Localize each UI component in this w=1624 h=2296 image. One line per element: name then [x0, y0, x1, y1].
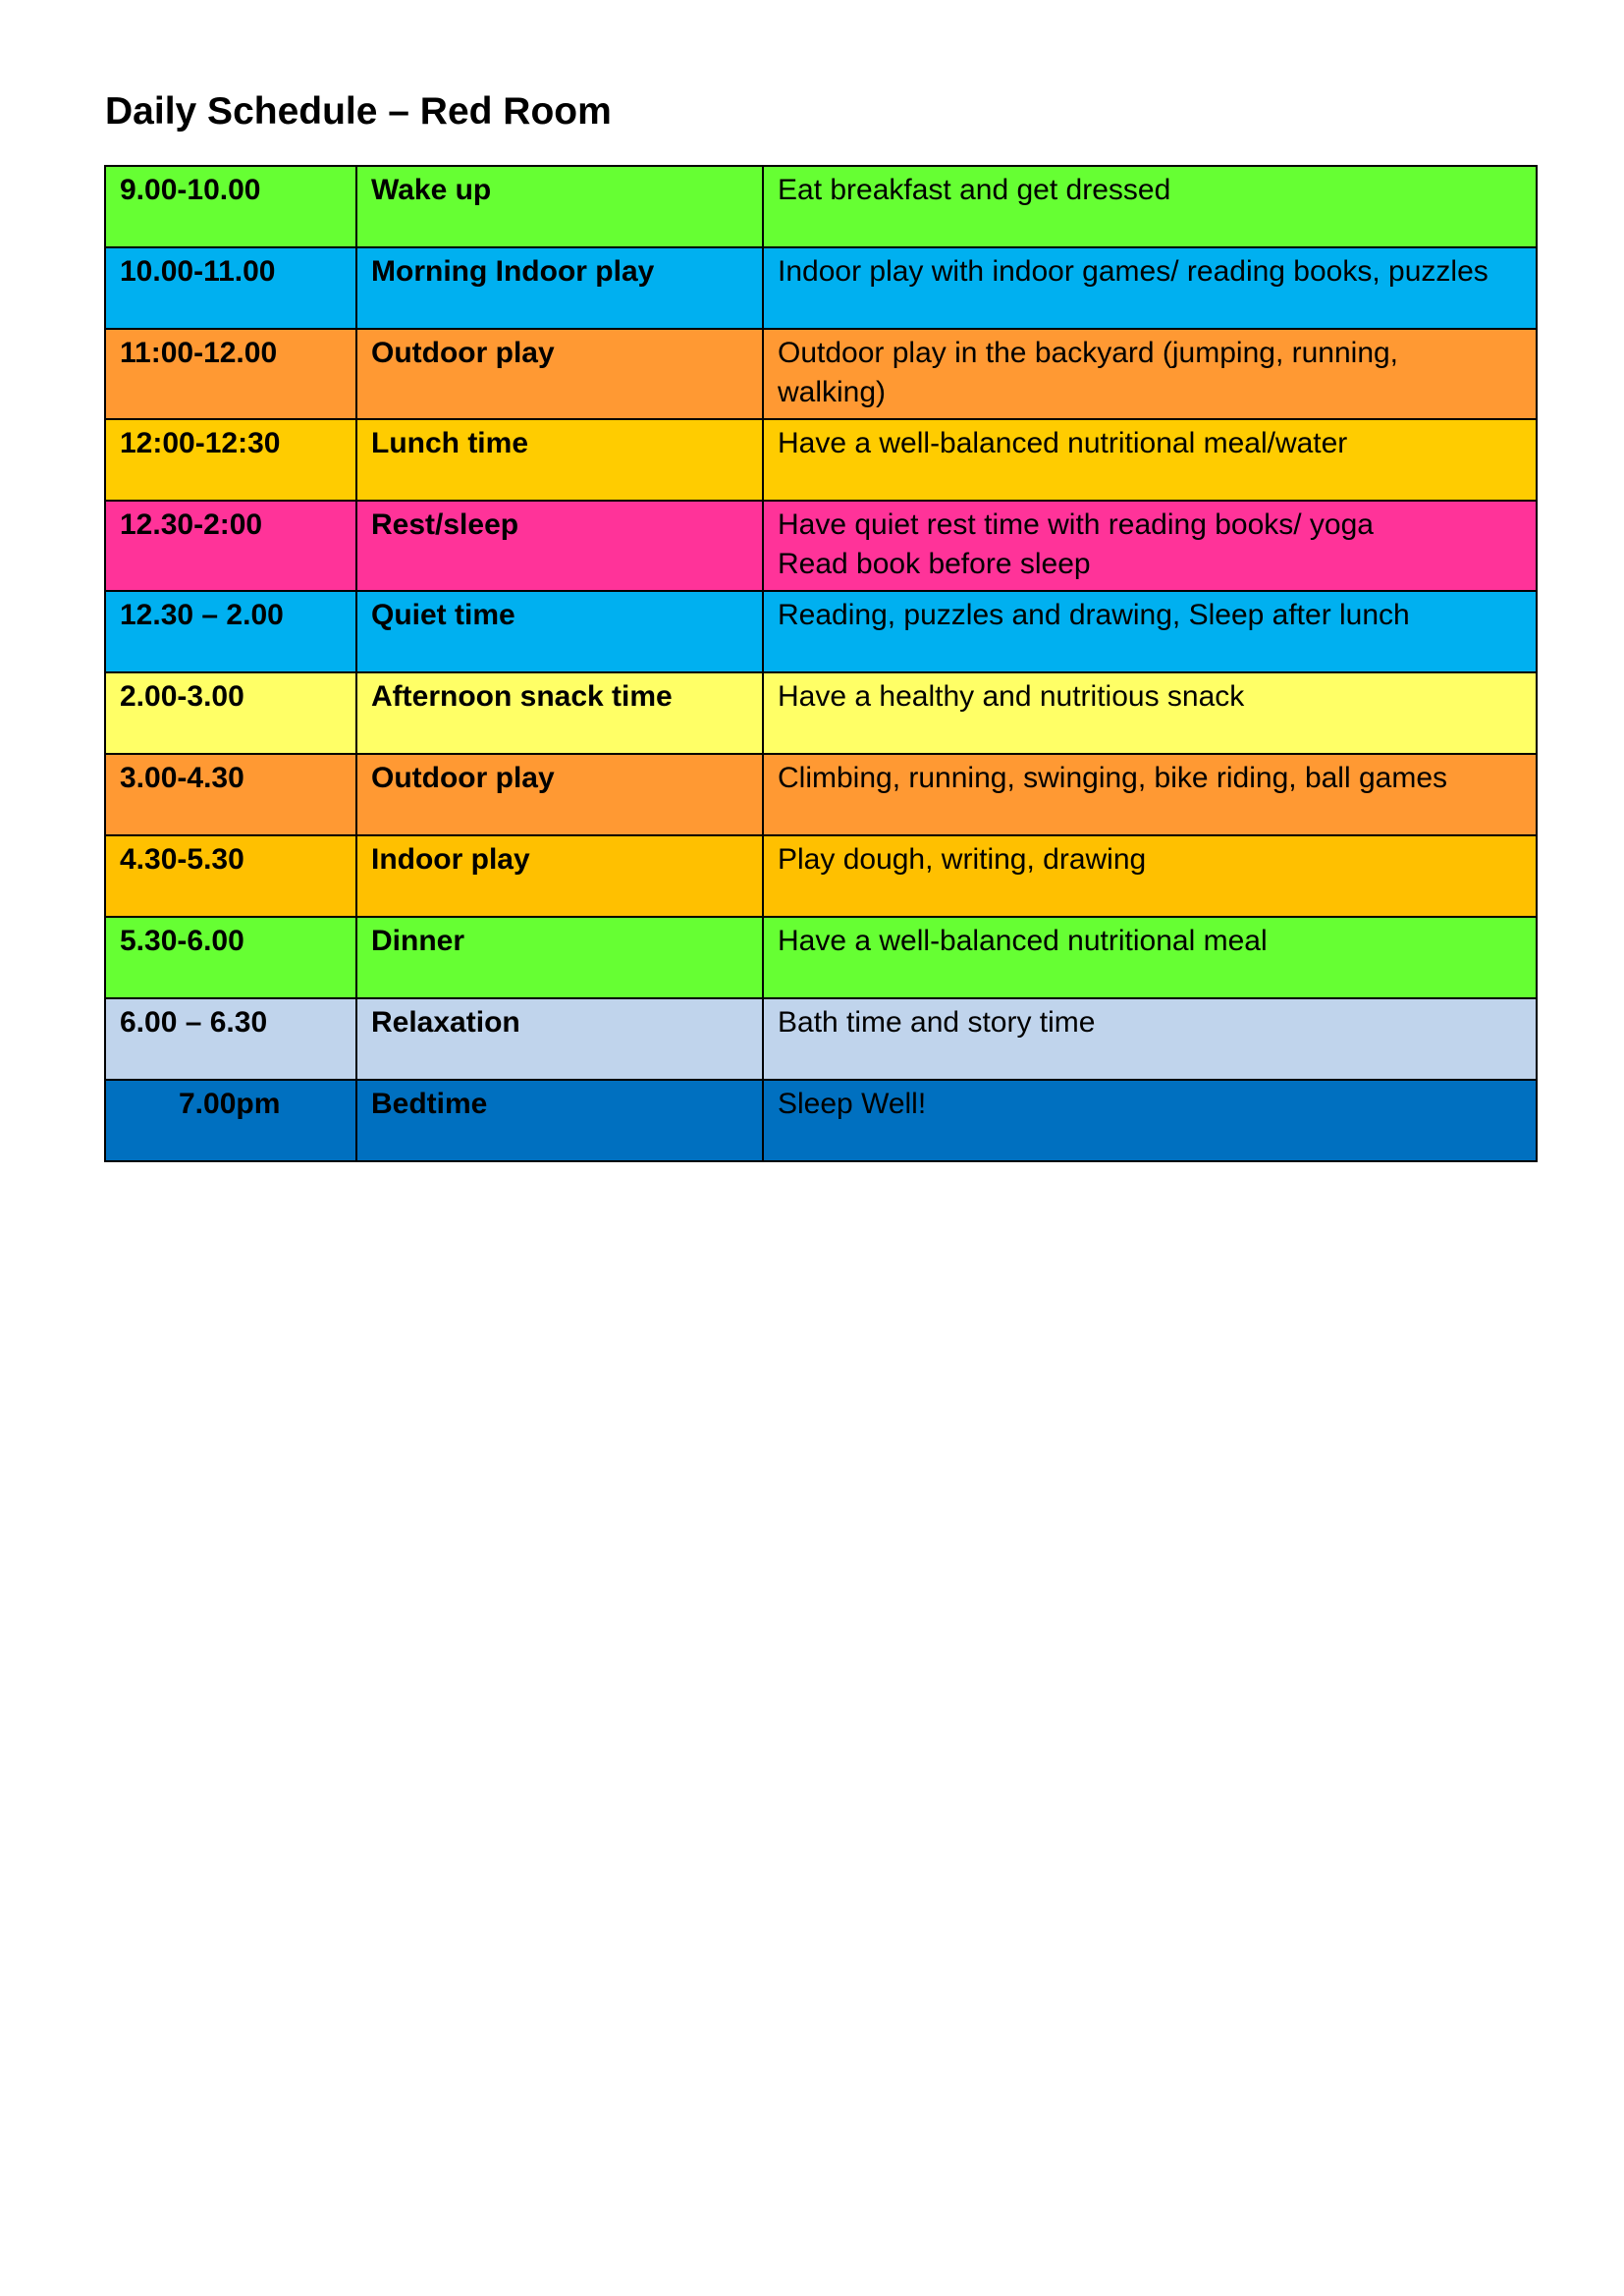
schedule-table	[104, 165, 1538, 1162]
time-cell: 12.30-2:00	[105, 501, 356, 591]
description-cell	[763, 329, 1537, 419]
time-cell: 10.00-11.00	[105, 247, 356, 329]
description-cell	[763, 672, 1537, 754]
description-line: Play dough, writing, drawing	[778, 843, 1147, 876]
activity-cell: Rest/sleep	[356, 501, 763, 591]
schedule-row	[105, 754, 1537, 835]
schedule-row	[105, 672, 1537, 754]
time-cell: 12:00-12:30	[105, 419, 356, 501]
description-line: Have quiet rest time with reading books/ yoga	[778, 508, 1374, 541]
activity-cell: Bedtime	[356, 1080, 763, 1161]
activity-cell: Quiet time	[356, 591, 763, 672]
schedule-body	[105, 166, 1537, 1161]
description-cell	[763, 501, 1537, 591]
time-cell: 7.00pm	[105, 1080, 356, 1161]
description-line: Have a healthy and nutritious snack	[778, 680, 1245, 713]
activity-cell: Wake up	[356, 166, 763, 247]
description-cell	[763, 998, 1537, 1080]
description-cell	[763, 835, 1537, 917]
activity-cell: Outdoor play	[356, 329, 763, 419]
description-line: Have a well-balanced nutritional meal	[778, 925, 1268, 957]
activity-cell: Morning Indoor play	[356, 247, 763, 329]
time-cell: 2.00-3.00	[105, 672, 356, 754]
description-cell	[763, 1080, 1537, 1161]
time-cell: 6.00 – 6.30	[105, 998, 356, 1080]
schedule-row	[105, 247, 1537, 329]
description-line: Reading, puzzles and drawing, Sleep after lunch	[778, 599, 1410, 631]
description-line: Bath time and story time	[778, 1006, 1096, 1039]
description-line: Outdoor play in the backyard (jumping, running,	[778, 337, 1399, 369]
time-cell: 12.30 – 2.00	[105, 591, 356, 672]
schedule-row	[105, 329, 1537, 419]
schedule-row	[105, 166, 1537, 247]
schedule-row	[105, 998, 1537, 1080]
activity-cell: Outdoor play	[356, 754, 763, 835]
activity-cell: Dinner	[356, 917, 763, 998]
activity-cell: Relaxation	[356, 998, 763, 1080]
description-line: walking)	[778, 376, 887, 408]
description-cell	[763, 754, 1537, 835]
description-line: Eat breakfast and get dressed	[778, 174, 1171, 206]
description-cell	[763, 917, 1537, 998]
time-cell: 4.30-5.30	[105, 835, 356, 917]
description-line: Indoor play with indoor games/ reading books, puzzles	[778, 255, 1489, 288]
activity-cell: Indoor play	[356, 835, 763, 917]
description-cell	[763, 419, 1537, 501]
time-cell: 3.00-4.30	[105, 754, 356, 835]
schedule-row	[105, 419, 1537, 501]
description-cell	[763, 591, 1537, 672]
page-title: Daily Schedule – Red Room	[105, 90, 612, 133]
description-cell	[763, 247, 1537, 329]
schedule-row	[105, 1080, 1537, 1161]
description-line: Have a well-balanced nutritional meal/water	[778, 427, 1348, 459]
time-cell: 11:00-12.00	[105, 329, 356, 419]
schedule-row	[105, 917, 1537, 998]
description-cell	[763, 166, 1537, 247]
activity-cell: Lunch time	[356, 419, 763, 501]
schedule-row	[105, 591, 1537, 672]
activity-cell: Afternoon snack time	[356, 672, 763, 754]
description-line: Read book before sleep	[778, 548, 1091, 580]
schedule-row	[105, 501, 1537, 591]
schedule-row	[105, 835, 1537, 917]
description-line: Sleep Well!	[778, 1088, 927, 1120]
description-line: Climbing, running, swinging, bike riding, ball games	[778, 762, 1448, 794]
time-cell: 9.00-10.00	[105, 166, 356, 247]
time-cell: 5.30-6.00	[105, 917, 356, 998]
